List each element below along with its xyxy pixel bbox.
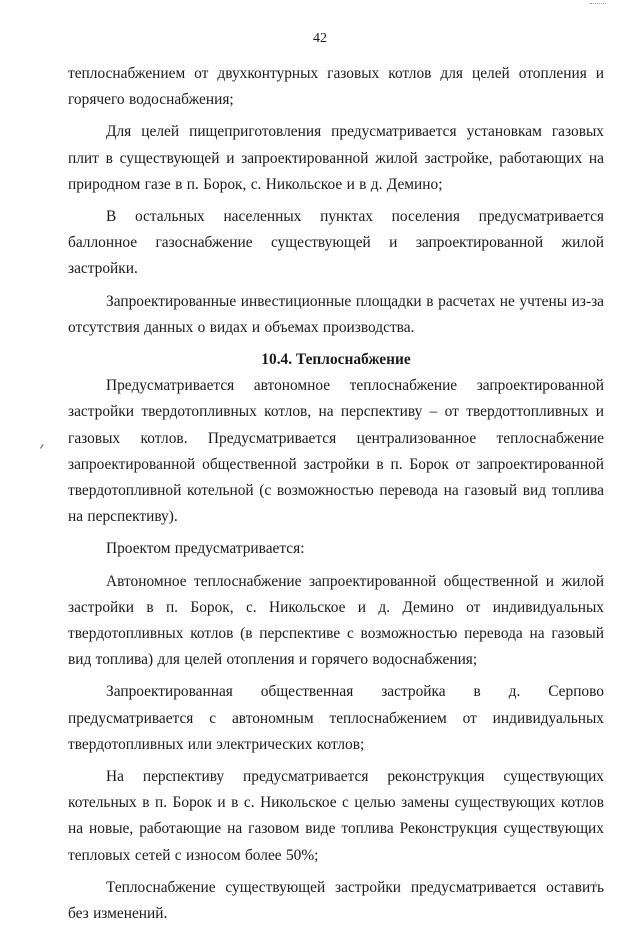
paragraph-reconstruction: На перспективу предусматривается реконструкция существующих котельных в п. Борок и в с. Никольское с целью замены существующих котлов на новые, работающие на газовом виде топлива Реконструкция существующих тепловых сетей с износом более 50%; bbox=[68, 768, 604, 864]
paragraph-serpovo: Запроектированная общественная застройка в д. Серпово предусматривается с автономным теплоснабжением от индивидуальных твердотопливных или электрических котлов; bbox=[68, 683, 604, 753]
margin-tick-mark bbox=[40, 444, 47, 451]
document-body bbox=[68, 61, 604, 927]
page-number: 42 bbox=[313, 31, 327, 46]
paragraph-bottled-gas: В остальных населенных пунктах поселения предусматривается баллонное газоснабжение существующей и запроектированной жилой застройки. bbox=[68, 208, 604, 278]
paragraph-existing-unchanged: Теплоснабжение существующей застройки предусматривается оставить без изменений. bbox=[68, 878, 604, 923]
paragraph-autonomous-residential: Автономное теплоснабжение запроектированной общественной и жилой застройки в п. Борок, с. Никольское и д. Демино от индивидуальных твердотопливных котлов (в перспективе с возможностью перевода на газовый вид топлива) для целей отопления и горячего водоснабжения; bbox=[68, 572, 604, 669]
paragraph-investment-sites: Запроектированные инвестиционные площадки в расчетах не учтены из-за отсутствия данных о видах и объемах производства. bbox=[68, 292, 604, 336]
paragraph-cooking-gas-stoves: Для целей пищеприготовления предусматривается установкам газовых плит в существующей и запроектированной жилой застройке, работающих на природном газе в п. Борок, с. Никольское и в д. Демино; bbox=[68, 123, 604, 193]
scan-artifact-mark-bottom bbox=[595, 881, 598, 887]
paragraph-autonomous-heat-supply: Предусматривается автономное теплоснабжение запроектированной застройки твердотопливных котлов, на перспективу – от твердоттопливных и газовых котлов. Предусматривается централизованное теплоснабжение запроектированной общественной застройки в п. Борок от запроектированной твердотопливной котельной (с возможностью перевода на газовый вид топлива на перспективу). bbox=[68, 377, 604, 526]
paragraph-project-provides: Проектом предусматривается: bbox=[106, 540, 305, 558]
paragraph-heat-supply-gas-boilers: теплоснабжением от двухконтурных газовых котлов для целей отопления и горячего водоснабжения; bbox=[68, 65, 604, 109]
scan-artifact-mark bbox=[590, 0, 606, 4]
section-heading: 10.4. Теплоснабжение bbox=[261, 351, 411, 369]
